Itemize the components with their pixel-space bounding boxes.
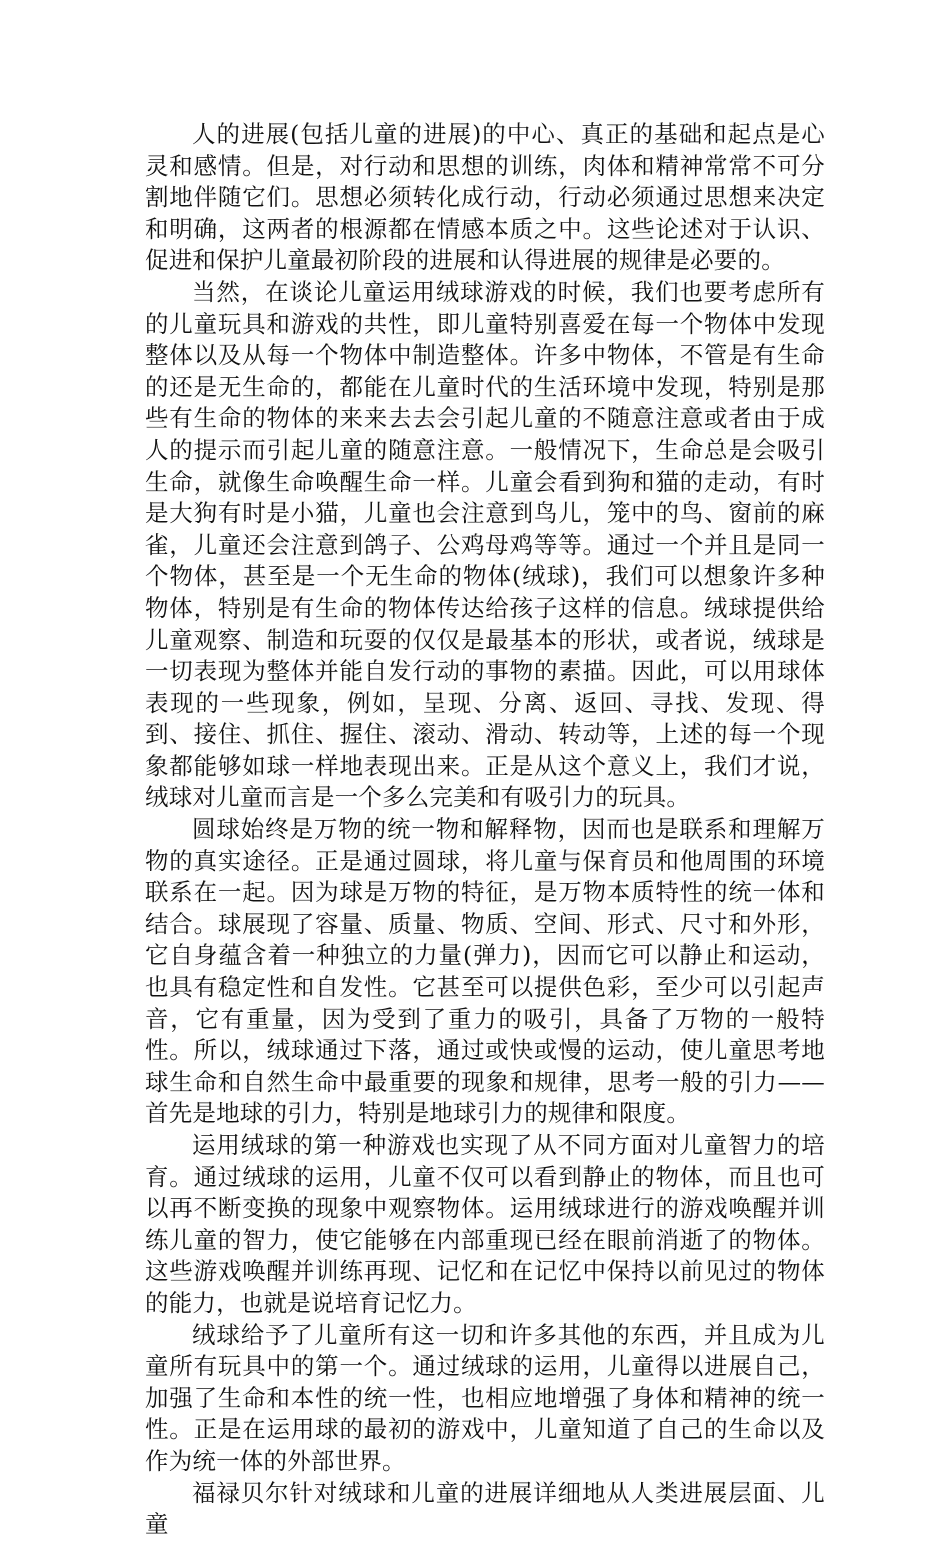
paragraph-first-toy: 绒球给予了儿童所有这一切和许多其他的东西，并且成为儿童所有玩具中的第一个。通过绒球的运用，儿童得以进展自己，加强了生命和本性的统一性，也相应地增强了身体和精神的统一性。正是在运用球的最初的游戏中，儿童知道了自己的生命以及作为统一体的外部世界。 (145, 1320, 825, 1475)
paragraph-sphere-unity: 圆球始终是万物的统一物和解释物，因而也是联系和理解万物的真实途径。正是通过圆球，将儿童与保育员和他周围的环境联系在一起。因为球是万物的特征，是万物本质特性的统一体和结合。球展现了容量、质量、物质、空间、形式、尺寸和外形，它自身蕴含着一种独立的力量(弹力)，因而它可以静止和运动，也具有稳定性和自发性。它甚至可以提供色彩，至少可以引起声音，它有重量，因为受到了重力的吸引，具备了万物的一般特性。所以，绒球通过下落，通过或快或慢的运动，使儿童思考地球生命和自然生命中最重要的现象和规律，思考一般的引力——首先是地球的引力，特别是地球引力的规律和限度。 (145, 815, 825, 1128)
document-body (145, 119, 825, 1541)
paragraph-ball-games-commonality: 当然，在谈论儿童运用绒球游戏的时候，我们也要考虑所有的儿童玩具和游戏的共性，即儿童特别喜爱在每一个物体中发现整体以及从每一个物体中制造整体。许多中物体，不管是有生命的还是无生命的，都能在儿童时代的生活环境中发现，特别是那些有生命的物体的来来去去会引起儿童的不随意注意或者由于成人的提示而引起儿童的随意注意。一般情况下，生命总是会吸引生命，就像生命唤醒生命一样。儿童会看到狗和猫的走动，有时是大狗有时是小猫，儿童也会注意到鸟儿，笼中的鸟、窗前的麻雀，儿童还会注意到鸽子、公鸡母鸡等等。通过一个并且是同一个物体，甚至是一个无生命的物体(绒球)，我们可以想象许多种物体，特别是有生命的物体传达给孩子这样的信息。绒球提供给儿童观察、制造和玩耍的仅仅是最基本的形状，或者说，绒球是一切表现为整体并能自发行动的事物的素描。因此，可以用球体表现的一些现象，例如，呈现、分离、返回、寻找、发现、得到、接住、抓住、握住、滚动、滑动、转动等，上述的每一个现象都能够如球一样地表现出来。正是从这个意义上，我们才说，绒球对儿童而言是一个多么完美和有吸引力的玩具。 (145, 277, 825, 812)
paragraph-intellect-cultivation: 运用绒球的第一种游戏也实现了从不同方面对儿童智力的培育。通过绒球的运用，儿童不仅可以看到静止的物体，而且也可以再不断变换的现象中观察物体。运用绒球进行的游戏唤醒并训练儿童的智力，使它能够在内部重现已经在眼前消逝了的物体。这些游戏唤醒并训练再现、记忆和在记忆中保持以前见过的物体的能力，也就是说培育记忆力。 (145, 1131, 825, 1317)
paragraph-heart-and-emotion: 人的进展(包括儿童的进展)的中心、真正的基础和起点是心灵和感情。但是，对行动和思想的训练，肉体和精神常常不可分割地伴随它们。思想必须转化成行动，行动必须通过思想来决定和明确，这两者的根源都在情感本质之中。这些论述对于认识、促进和保护儿童最初阶段的进展和认得进展的规律是必要的。 (145, 120, 825, 275)
paragraph-froebel-continued: 福禄贝尔针对绒球和儿童的进展详细地从人类进展层面、儿童 (145, 1478, 825, 1539)
